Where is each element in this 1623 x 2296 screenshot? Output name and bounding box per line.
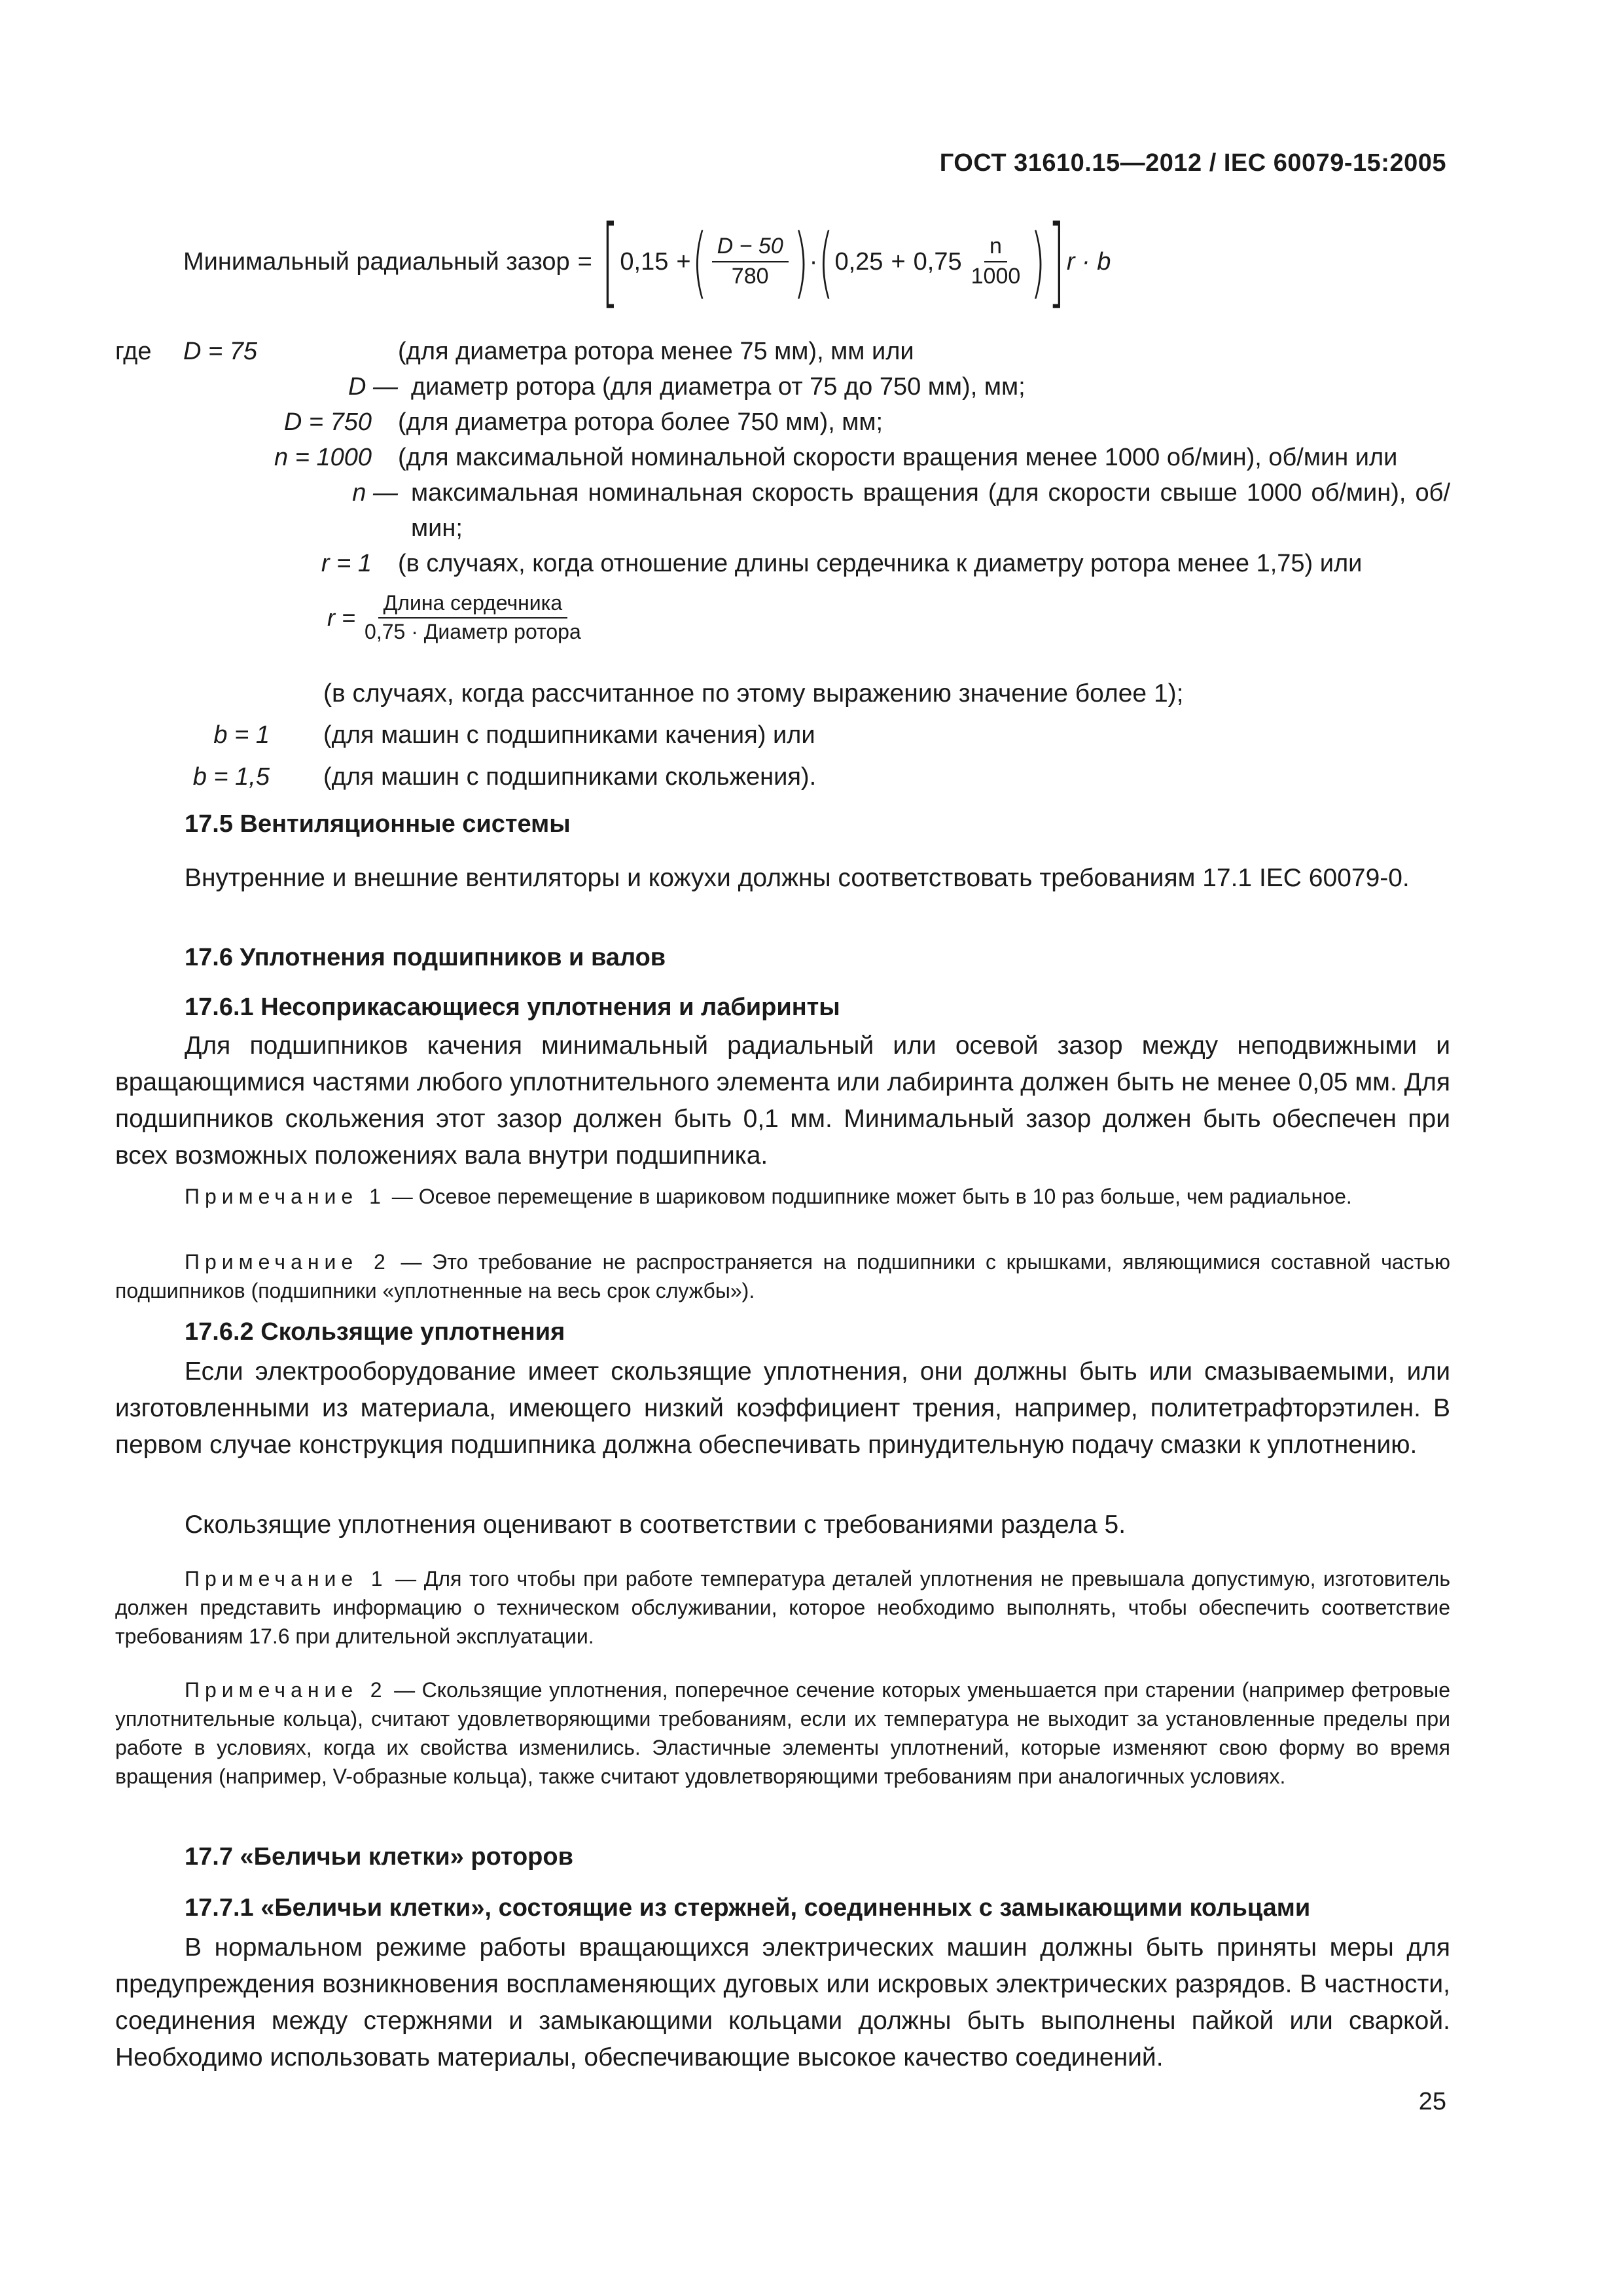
definition-text: максимальная номинальная скорость вращения (для скорости свыше 1000 об/мин), об/мин;	[411, 479, 1450, 542]
note-text: — Осевое перемещение в шариковом подшипнике может быть в 10 раз больше, чем радиальное.	[385, 1185, 1352, 1208]
section-17-5-title: 17.5 Вентиляционные системы	[185, 810, 571, 838]
right-paren-icon: )	[793, 217, 809, 307]
section-17-6-1-title: 17.6.1 Несоприкасающиеся уплотнения и лабиринты	[185, 994, 840, 1021]
definition-symbol: n —	[352, 479, 398, 507]
page-number: 25	[1418, 2088, 1446, 2115]
section-17-5-text: Внутренние и внешние вентиляторы и кожухи должны соответствовать требованиям 17.1 IEC 60079-0.	[185, 864, 1410, 892]
section-17-6-2-text1: Если электрооборудование имеет скользящие уплотнения, они должны быть или смазываемыми, или изготовленными из материала, имеющего низкий коэффициент трения, например, политетрафторэтилен. В первом случае конструкция подшипника должна обеспечивать принудительную подачу смазки к уплотнению.	[115, 1357, 1450, 1459]
definition-text: (для максимальной номинальной скорости вращения менее 1000 об/мин), об/мин или	[398, 444, 1398, 471]
note-text: — Это требование не распространяется на подшипники с крышками, являющимися составной частью подшипников (подшипники «уплотненные на весь срок службы»).	[115, 1250, 1451, 1302]
fraction-r	[359, 592, 586, 643]
note-17-6-1-2	[115, 1247, 1450, 1305]
formula-min-radial-gap	[183, 205, 1111, 319]
definition-row	[115, 475, 1450, 546]
definition-symbol: D = 750	[283, 408, 372, 436]
section-17-6-1-text: Для подшипников качения минимальный радиальный или осевой зазор между неподвижными и вращающимися частями любого уплотнительного элемента или лабиринта должен быть не менее 0,05 мм. Для подшипников скольжения этот зазор должен быть 0,1 мм. Минимальный зазор должен быть обеспечен при всех возможных положениях вала внутри подшипника.	[115, 1031, 1450, 1170]
section-17-6-title: 17.6 Уплотнения подшипников и валов	[185, 944, 666, 971]
standard-header: ГОСТ 31610.15—2012 / IEC 60079-15:2005	[939, 149, 1446, 177]
definition-symbol: n = 1000	[274, 444, 372, 471]
section-17-6-2-text2: Скользящие уплотнения оценивают в соответствии с требованиями раздела 5.	[185, 1511, 1126, 1539]
definition-symbol: b = 1,5	[192, 763, 270, 791]
note-label: Примечание 1	[185, 1567, 388, 1590]
definition-text: (для машин с подшипниками скольжения).	[323, 763, 817, 791]
formula-c3: 0,75	[913, 247, 962, 276]
section-17-7-title: 17.7 «Беличьи клетки» роторов	[185, 1843, 573, 1871]
definition-row	[115, 369, 1450, 404]
note-text: — Скользящие уплотнения, поперечное сечение которых уменьшается при старении (например фетровые уплотнительные кольца), считают удовлетворяющими требованиям, если их температура не выходит за установленные пределы при работе в условиях, когда их свойства изменились. Эластичные элементы уплотнений, которые изменяют свою форму во время вращения (например, V-образные кольца), также считают удовлетворяющими требованиям при аналогичных условиях.	[115, 1678, 1451, 1788]
formula-dot: ·	[809, 247, 818, 276]
formula-c1: 0,15	[620, 247, 669, 276]
note-17-6-1-1	[115, 1182, 1450, 1211]
definition-symbol: r = 1	[321, 550, 372, 577]
formula-tail: r · b	[1066, 247, 1111, 276]
definition-symbol: D —	[348, 373, 398, 401]
section-17-7-1-text: В нормальном режиме работы вращающихся электрических машин должны быть приняты меры для предупреждения возникновения воспламеняющих дуговых или искровых электрических разрядов. В частности, соединения между стержнями и замыкающими кольцами должны быть выполнены пайкой или сваркой. Необходимо использовать материалы, обеспечивающие высокое качество соединений.	[115, 1933, 1450, 2072]
note-label: Примечание 2	[185, 1678, 387, 1702]
note-label: Примечание 1	[185, 1185, 386, 1208]
definition-text: (в случаях, когда отношение длины сердечника к диаметру ротора менее 1,75) или	[398, 550, 1363, 577]
formula-c2: 0,25	[834, 247, 883, 276]
note-text: — Для того чтобы при работе температура деталей уплотнения не превышала допустимую, изготовитель должен представить информацию о техническом обслуживании, которое необходимо выполнять, чтобы обеспечить соответствие требованиям 17.6 при длительной эксплуатации.	[115, 1567, 1450, 1648]
definition-row	[115, 334, 1450, 369]
definition-row	[115, 759, 1450, 795]
fraction-diameter	[712, 235, 789, 288]
definition-text: (для машин с подшипниками качения) или	[323, 721, 815, 749]
definition-text: диаметр ротора (для диаметра от 75 до 750 мм), мм;	[411, 373, 1026, 401]
fraction-r-numerator: Длина сердечника	[378, 592, 568, 619]
note-17-6-2-1	[115, 1564, 1450, 1651]
definition-row	[115, 546, 1450, 581]
definition-symbol: b = 1	[213, 721, 270, 749]
definition-row	[115, 404, 1450, 440]
fraction-diameter-denominator: 780	[731, 264, 769, 289]
fraction-speed	[966, 235, 1026, 288]
formula-plus1: +	[676, 247, 691, 276]
right-bracket-icon: ]	[1048, 205, 1065, 319]
note-label: Примечание 2	[185, 1250, 391, 1274]
fraction-r-denominator: 0,75 · Диаметр ротора	[365, 619, 581, 643]
right-paren-icon: )	[1030, 217, 1046, 307]
formula-r	[327, 592, 590, 643]
section-17-7-1-title: 17.7.1 «Беличьи клетки», состоящие из стержней, соединенных с замыкающими кольцами	[185, 1894, 1311, 1922]
r-note: (в случаях, когда рассчитанное по этому выражению значение более 1);	[323, 679, 1184, 708]
formula-r-lhs: r =	[327, 603, 356, 631]
formula-equals: =	[577, 247, 592, 276]
left-paren-icon: (	[818, 217, 834, 307]
note-17-6-2-2	[115, 1676, 1450, 1791]
formula-plus2: +	[891, 247, 906, 276]
definition-text: (для диаметра ротора более 750 мм), мм;	[398, 408, 883, 436]
definition-row	[115, 717, 1450, 753]
definition-row	[115, 440, 1450, 475]
section-17-6-2-title: 17.6.2 Скользящие уплотнения	[185, 1318, 565, 1346]
definition-lead: где	[115, 338, 152, 365]
formula-label: Минимальный радиальный зазор	[183, 247, 570, 276]
fraction-diameter-numerator: D − 50	[712, 235, 789, 262]
fraction-speed-denominator: 1000	[971, 264, 1021, 289]
fraction-speed-numerator: n	[984, 235, 1007, 262]
left-bracket-icon: [	[601, 205, 619, 319]
left-paren-icon: (	[692, 217, 707, 307]
definition-symbol: D = 75	[183, 338, 258, 365]
definition-text: (для диаметра ротора менее 75 мм), мм или	[398, 338, 914, 365]
